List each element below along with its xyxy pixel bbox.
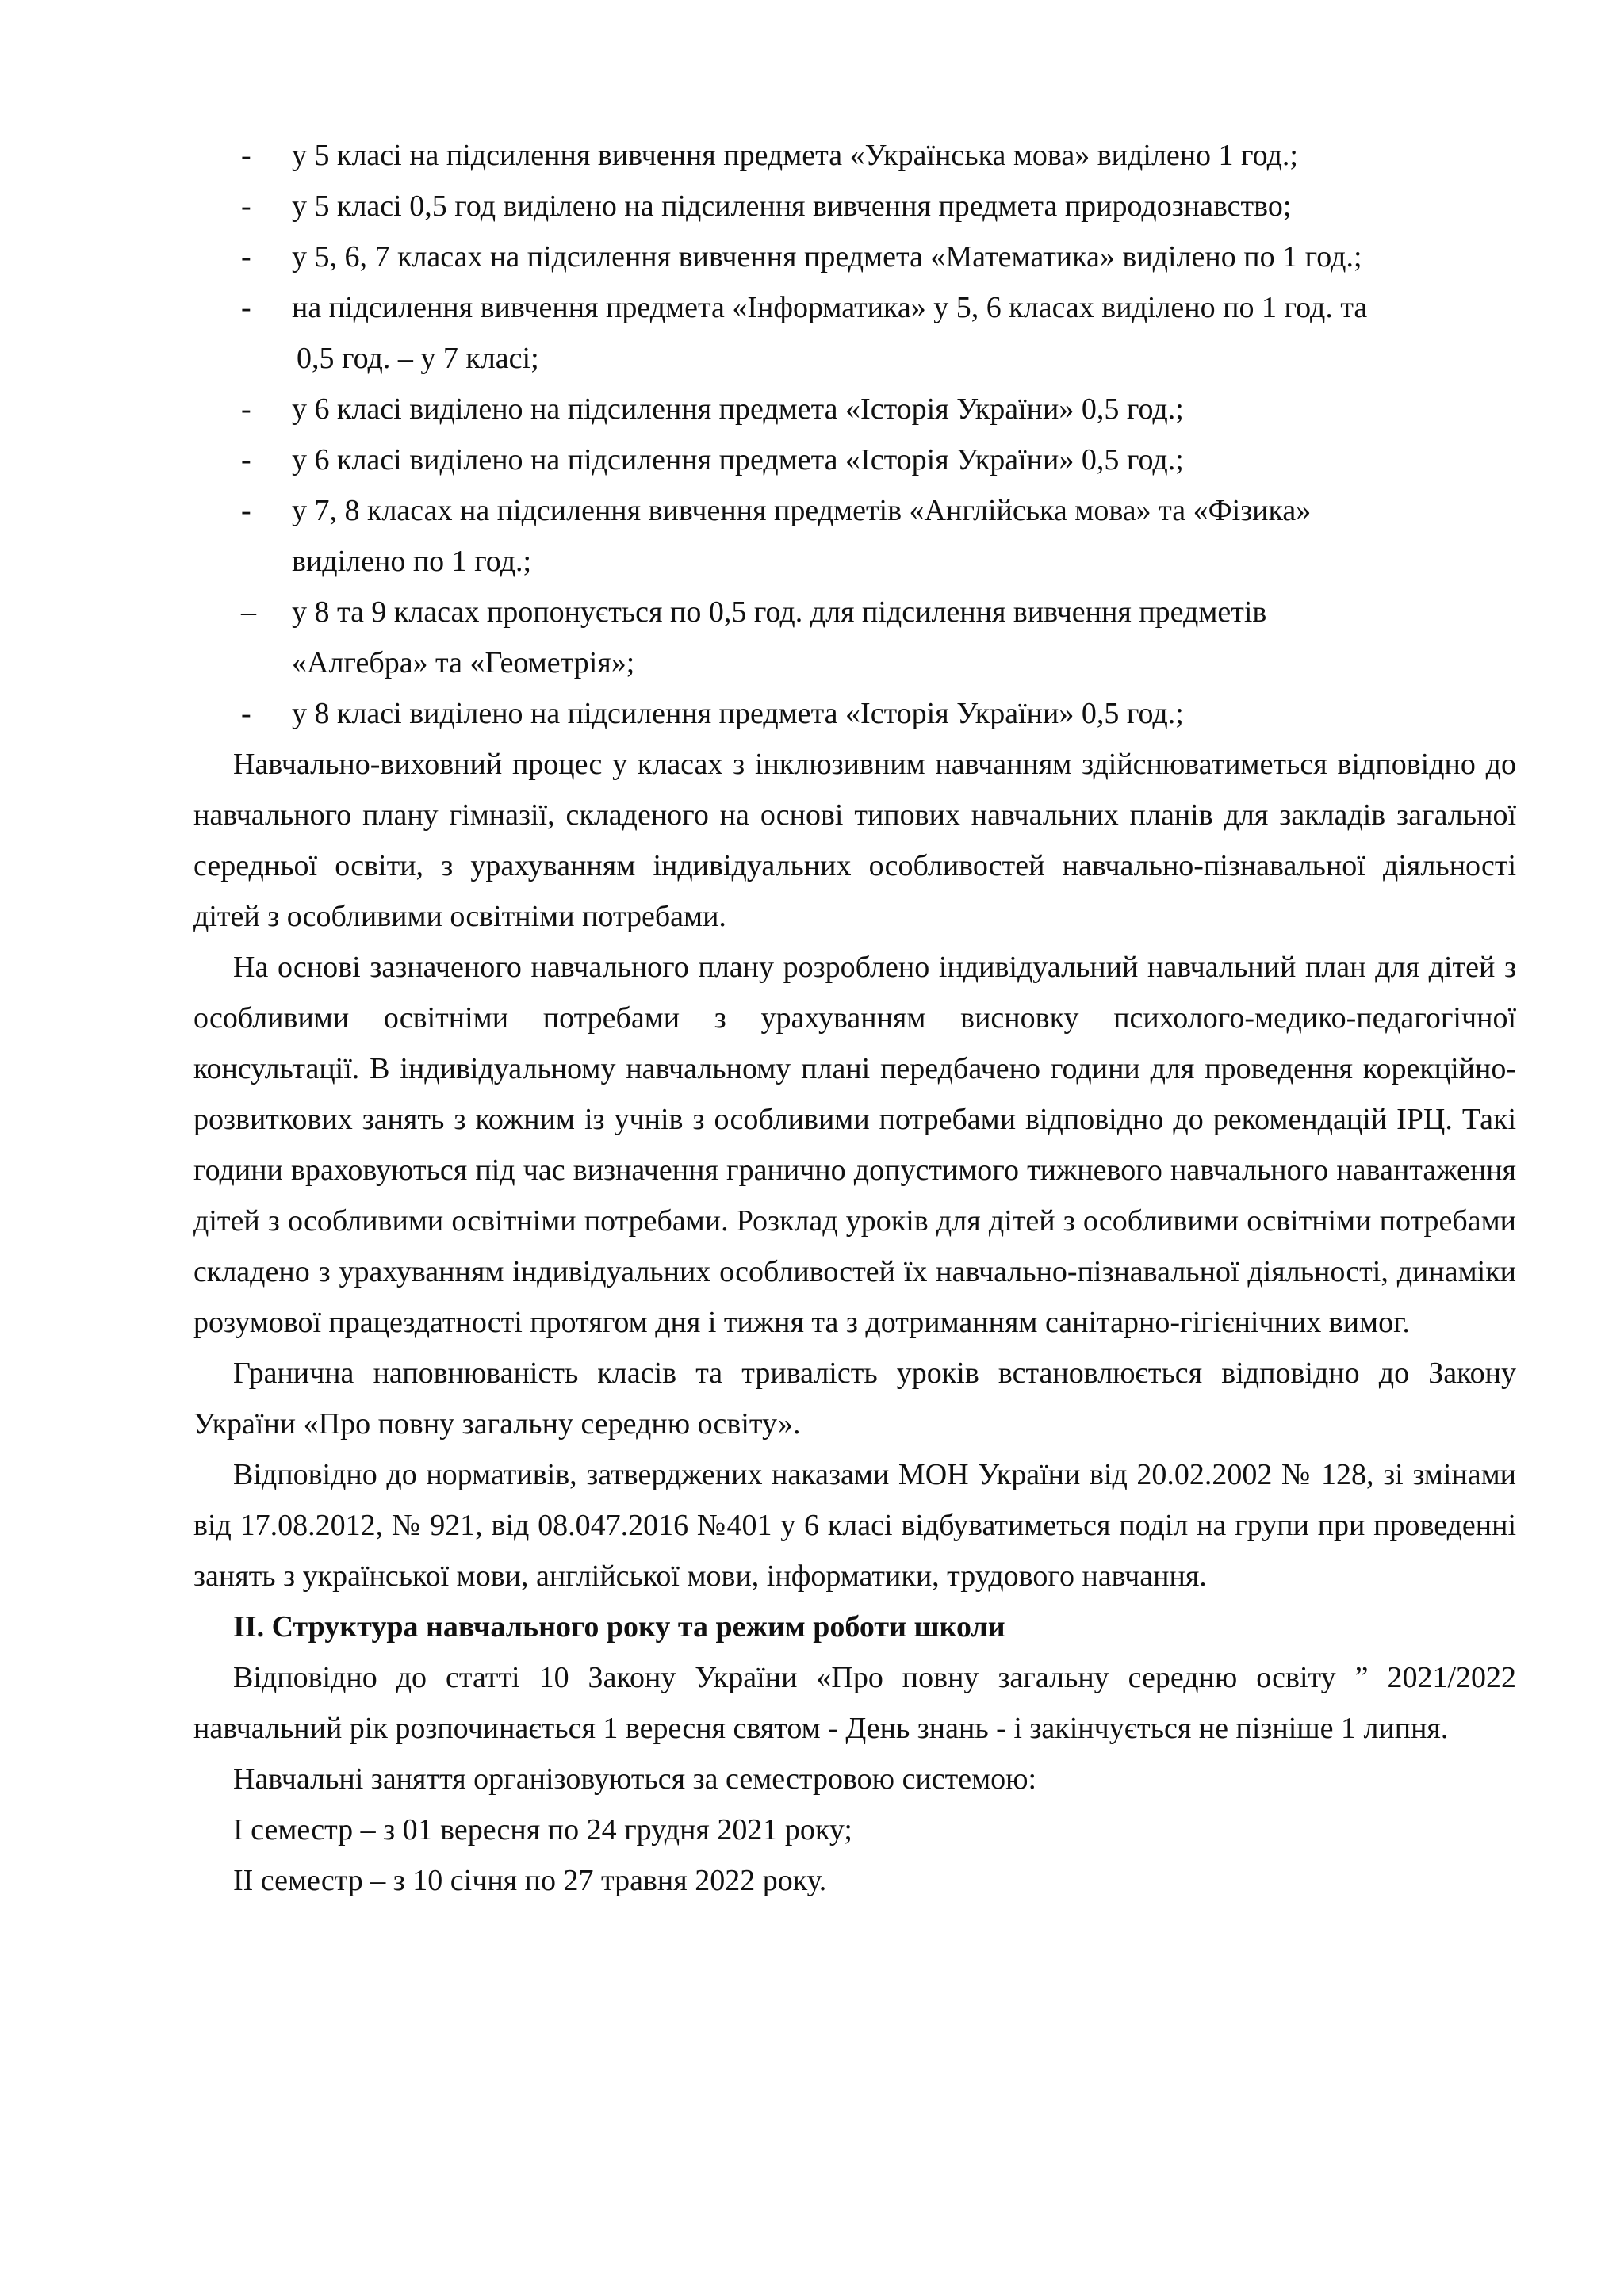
paragraph-individual-plan: На основі зазначеного навчального плану розроблено індивідуальний навчальний план для дітей з особливими освітніми потребами з урахуванням висновку психолого-медико-педагогічної консультації. В індивідуальному навчальному плані передбачено години для проведення корекційно-розвиткових занять з кожним із учнів з особливими потребами відповідно до рекомендацій ІРЦ. Такі години враховуються під час визначення гранично допустимого тижневого навчального навантаження дітей з особливими освітніми потребами. Розклад уроків для дітей з особливими освітніми потребами складено з урахуванням індивідуальних особливостей їх навчально-пізнавальної діяльності, динаміки розумової працездатності протягом дня і тижня та з дотриманням санітарно-гігієнічних вимог. [193, 951, 1516, 1339]
list-item-text: у 5 класі на підсилення вивчення предмета «Українська мова» виділено 1 год.; [292, 139, 1298, 172]
semester-2-dates: ІІ семестр – з 10 січня по 27 травня 2022 року. [233, 1864, 827, 1897]
list-item [193, 485, 1516, 587]
list-item-text: у 6 класі виділено на підсилення предмета «Історія України» 0,5 год.; [292, 392, 1184, 426]
list-item [193, 688, 1516, 739]
list-item-text: на підсилення вивчення предмета «Інформатика» у 5, 6 класах виділено по 1 год. та [292, 291, 1368, 324]
list-marker: - [241, 494, 251, 527]
document-body [193, 130, 1516, 1906]
list-item-text: у 6 класі виділено на підсилення предмета «Історія України» 0,5 год.; [292, 443, 1184, 476]
paragraph-inclusive-learning: Навчально-виховний процес у класах з інклюзивним навчанням здійснюватиметься відповідно до навчального плану гімназії, складеного на основі типових навчальних планів для закладів загальної середньої освіти, з урахуванням індивідуальних особливостей навчально-пізнавальної діяльності дітей з особливими освітніми потребами. [193, 748, 1516, 933]
list-marker: - [241, 443, 251, 476]
list-marker: - [241, 392, 251, 426]
list-item-text: у 5, 6, 7 класах на підсилення вивчення предмета «Математика» виділено по 1 год.; [292, 240, 1362, 274]
list-item [193, 434, 1516, 485]
list-marker: - [241, 189, 251, 223]
paragraph-class-size: Гранична наповнюваність класів та тривалість уроків встановлюється відповідно до Закону України «Про повну загальну середню освіту». [193, 1357, 1516, 1441]
list-marker: – [241, 595, 256, 629]
list-item-text: у 7, 8 класах на підсилення вивчення предметів «Англійська мова» та «Фізика» [292, 494, 1312, 527]
list-marker: - [241, 240, 251, 274]
list-marker: - [241, 291, 251, 324]
list-item-text: у 8 та 9 класах пропонується по 0,5 год. для підсилення вивчення предметів [292, 595, 1267, 629]
list-item [193, 384, 1516, 434]
list-item-continuation: 0,5 год. – у 7 класі; [297, 342, 539, 375]
list-item [193, 130, 1516, 181]
list-item [193, 587, 1516, 688]
list-item [193, 282, 1516, 384]
paragraph-year-start: Відповідно до статті 10 Закону України «Про повну загальну середню освіту ” 2021/2022 навчальний рік розпочинається 1 вересня святом - День знань - і закінчується не пізніше 1 липня. [193, 1661, 1516, 1745]
list-item-continuation: «Алгебра» та «Геометрія»; [292, 646, 635, 679]
paragraph-group-division: Відповідно до нормативів, затверджених наказами МОН України від 20.02.2002 № 128, зі змінами від 17.08.2012, № 921, від 08.047.2016 №401 у 6 класі відбуватиметься поділ на групи при проведенні занять з української мови, англійської мови, інформатики, трудового навчання. [193, 1458, 1516, 1593]
list-item-continuation: виділено по 1 год.; [292, 545, 532, 578]
list-item-text: у 8 класі виділено на підсилення предмета «Історія України» 0,5 год.; [292, 697, 1184, 730]
allocation-list [193, 130, 1516, 739]
paragraph-semester-intro: Навчальні заняття організовуються за семестровою системою: [233, 1762, 1037, 1796]
semester-1-dates: І семестр – з 01 вересня по 24 грудня 2021 року; [233, 1813, 852, 1846]
list-item-text: у 5 класі 0,5 год виділено на підсилення вивчення предмета природознавство; [292, 189, 1292, 223]
list-marker: - [241, 139, 251, 172]
list-item [193, 181, 1516, 232]
section-heading: ІІ. Структура навчального року та режим роботи школи [233, 1610, 1005, 1644]
list-item [193, 232, 1516, 282]
list-marker: - [241, 697, 251, 730]
